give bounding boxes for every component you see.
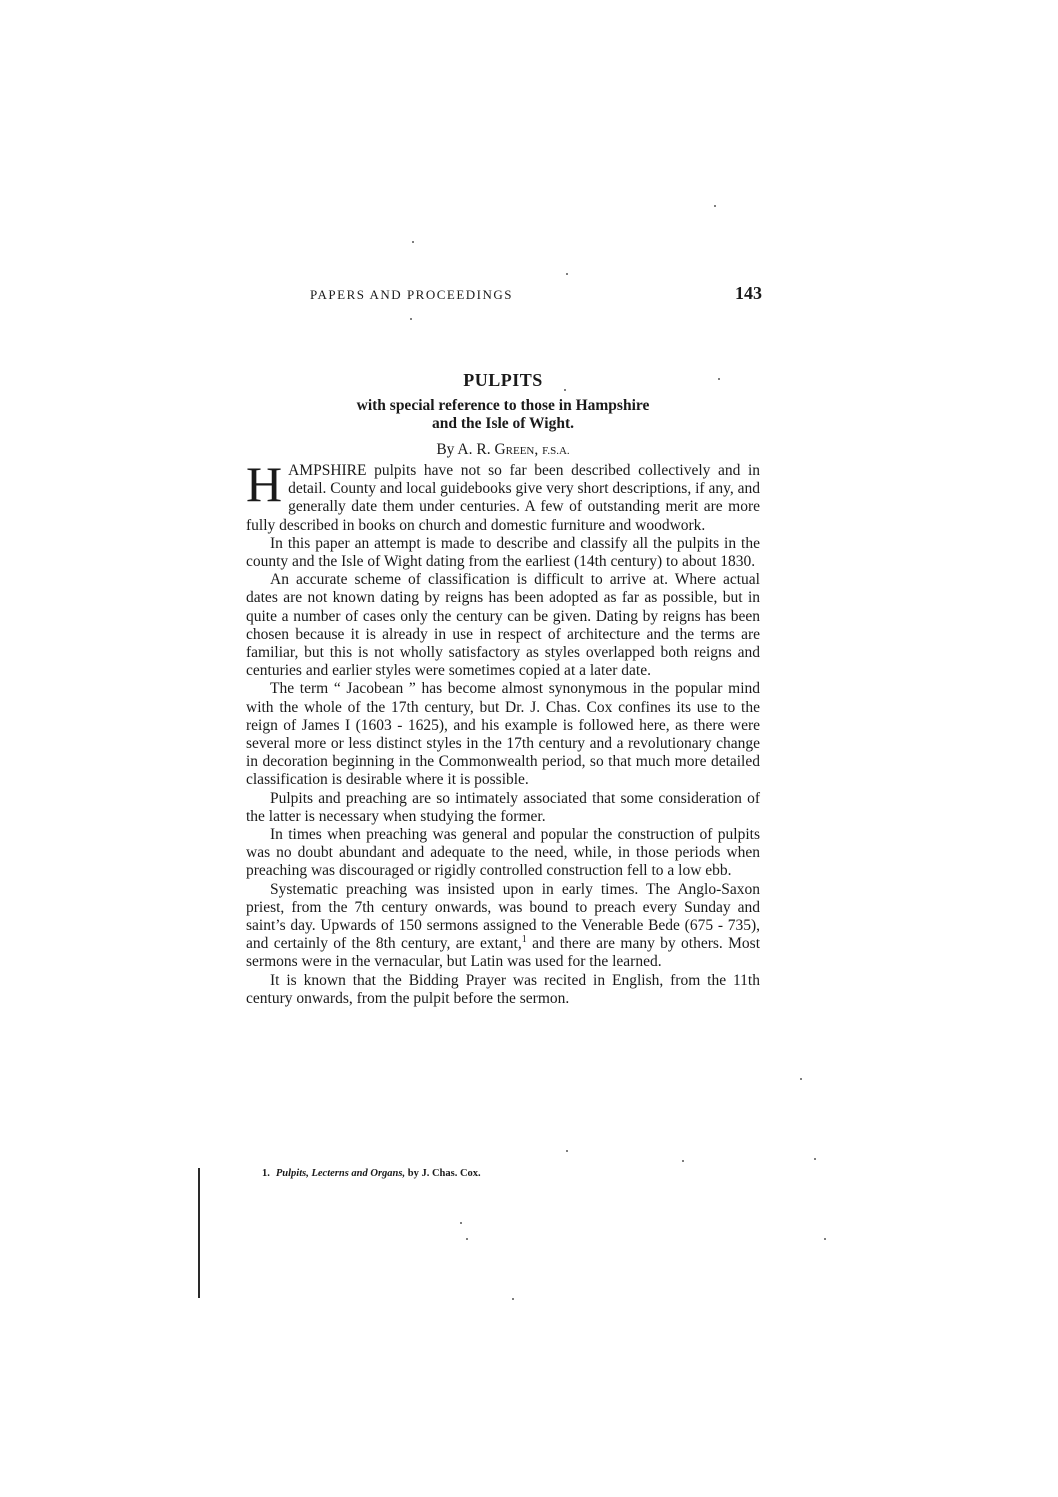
drop-cap: H — [246, 456, 283, 512]
article-body — [246, 456, 760, 1008]
paragraph-2: In this paper an attempt is made to describe and classify all the pulpits in the county and the Isle of Wight dating from the earliest (14th century) to about 1830. — [246, 534, 760, 571]
paragraph-1 — [246, 456, 760, 535]
scan-speck — [566, 273, 568, 275]
byline: By A. R. Green, F.S.A. — [436, 441, 570, 458]
paragraph-7-text-a: Systematic preaching was insisted upon in early times. The Anglo-Saxon priest, from the 7th century onwards, was bound to preach every Sunday and saint’s day. Upwards of 150 sermons assigned to the Venerable Bede (675 - 735), and certainly of the 8th century, are extant, — [246, 880, 760, 953]
article-title: PULPITS — [463, 370, 543, 390]
scan-speck — [466, 1238, 468, 1240]
scan-speck — [824, 1238, 826, 1240]
paragraph-8: It is known that the Bidding Prayer was recited in English, from the 11th century onwards, from the pulpit before the sermon. — [246, 971, 760, 1007]
footnote-author: by J. Chas. Cox. — [405, 1168, 481, 1179]
author-credentials: F.S.A. — [542, 445, 570, 457]
scan-speck — [800, 1078, 802, 1080]
scan-speck — [814, 1158, 816, 1160]
scan-speck — [412, 241, 414, 243]
scan-speck — [564, 389, 566, 391]
scan-speck — [512, 1298, 514, 1300]
paragraph-7-text-b: and there are many by others. Most sermons were in the vernacular, but Latin was used for the learned. — [246, 935, 760, 971]
paragraph-3: An accurate scheme of classification is difficult to arrive at. Where actual dates are not known dating by reigns has been adopted as far as possible, but in quite a number of cases only the century can be given. Dating by reigns has been chosen because it is already in use in respect of architecture and the terms are familiar, but this is not wholly satisfactory as styles overlapped both reigns and centuries and earlier styles were sometimes copied at a later date. — [246, 571, 760, 680]
paragraph-1-text: AMPSHIRE pulpits have not so far been described collectively and in detail. County and local guidebooks give very short descriptions, if any, and generally date them under centuries. A few of outstanding merit are more fully described in books on church and domestic furniture and woodwork. — [246, 462, 760, 534]
article-subtitle-line-1: with special reference to those in Hampshire — [356, 397, 650, 414]
footnote-title: Pulpits, Lecterns and Organs, — [275, 1168, 406, 1179]
paragraph-7 — [246, 881, 760, 972]
running-header — [246, 283, 768, 307]
article-heading — [246, 370, 760, 459]
running-title: PAPERS AND PROCEEDINGS — [310, 287, 514, 302]
scan-speck — [460, 1222, 462, 1224]
author-name: Green — [494, 441, 535, 458]
scan-speck — [682, 1160, 684, 1162]
article-subtitle-line-2: and the Isle of Wight. — [432, 415, 574, 432]
scan-speck — [566, 1150, 568, 1152]
scan-margin-line — [198, 1168, 200, 1298]
byline-prefix: By A. R. — [436, 441, 495, 458]
page-number: 143 — [735, 283, 762, 303]
footnote-number: 1. — [262, 1168, 270, 1179]
scan-speck — [718, 378, 720, 380]
footnote-reference: 1 — [521, 934, 527, 946]
footnote — [262, 1168, 760, 1179]
paragraph-4: The term “ Jacobean ” has become almost synonymous in the popular mind with the whole of the 17th century, but Dr. J. Chas. Cox confines its use to the reign of James I (1603 - 1625), and his example is followed here, as there were several more or less distinct styles in the 17th century and a revolutionary change in decoration beginning in the Commonwealth period, so that much more detailed classification is desirable where it is possible. — [246, 680, 760, 789]
scan-speck — [410, 318, 412, 320]
paragraph-5: Pulpits and preaching are so intimately associated that some consideration of the latter is necessary when studying the former. — [246, 789, 760, 825]
paragraph-6: In times when preaching was general and popular the construction of pulpits was no doubt abundant and adequate to the need, while, in those periods when preaching was discouraged or rigidly controlled construction fell to a low ebb. — [246, 826, 760, 880]
scan-speck — [714, 205, 716, 207]
